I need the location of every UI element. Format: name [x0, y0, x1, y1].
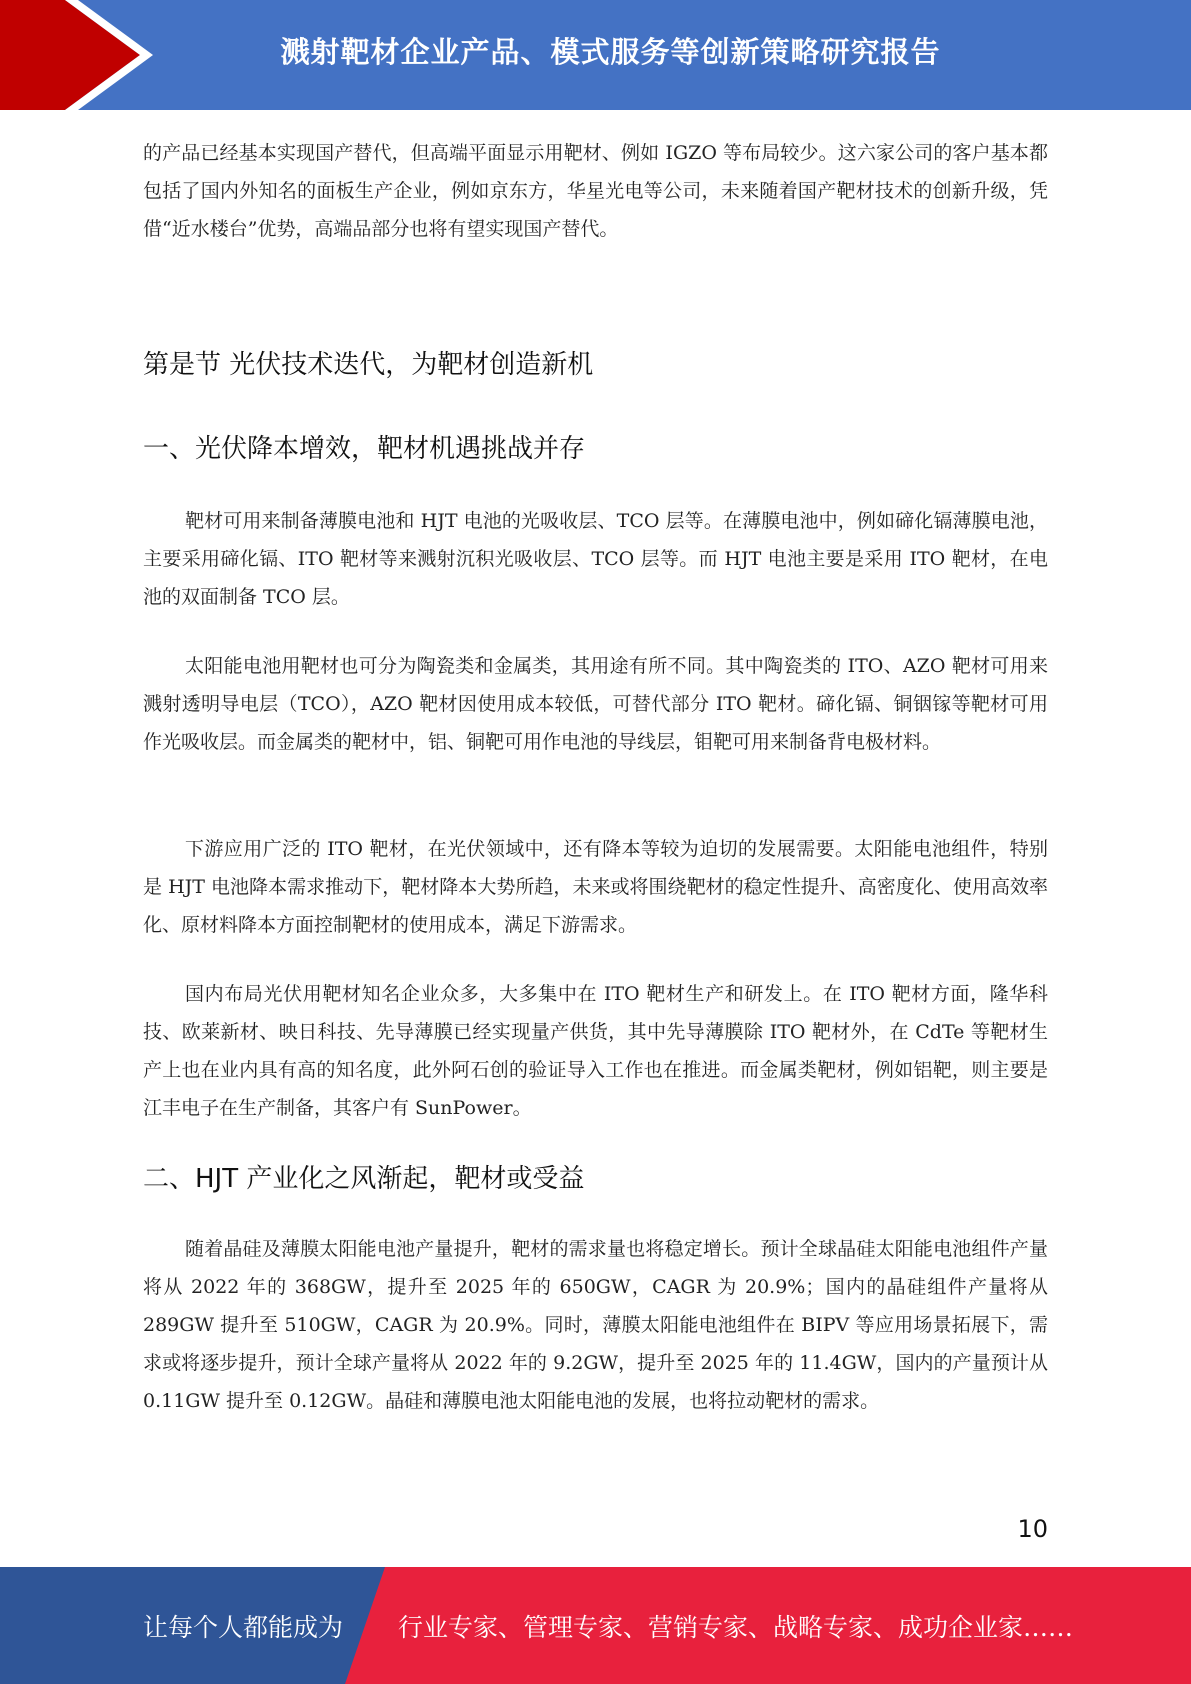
report-title: 溅射靶材企业产品、模式服务等创新策略研究报告	[280, 34, 941, 69]
intro-paragraph: 的产品已经基本实现国产替代，但高端平面显示用靶材、例如 IGZO 等布局较少。这六家公司的客户基本都包括了国内外知名的面板生产企业，例如京东方，华星光电等公司，未来随着国产靶材技术的创新升级，凭借“近水楼台”优势，高端品部分也将有望实现国产替代。	[143, 142, 1048, 240]
subsection-heading-2: 二、HJT 产业化之风渐起，靶材或受益	[143, 1164, 585, 1194]
header-arrow-graphic	[0, 0, 160, 110]
paragraph: 下游应用广泛的 ITO 靶材，在光伏领域中，还有降本等较为迫切的发展需要。太阳能电池组件，特别是 HJT 电池降本需求推动下，靶材降本大势所趋，未来或将围绕靶材的稳定性提升、高密度化、使用高效率化、原材料降本方面控制靶材的使用成本，满足下游需求。	[143, 838, 1048, 936]
subsection-heading-1: 一、光伏降本增效，靶材机遇挑战并存	[143, 434, 586, 464]
footer-slogan-right: 行业专家、管理专家、营销专家、战略专家、成功企业家……	[398, 1612, 1074, 1642]
page-header	[0, 0, 1191, 110]
page-footer	[0, 1567, 1191, 1684]
paragraph: 太阳能电池用靶材也可分为陶瓷类和金属类，其用途有所不同。其中陶瓷类的 ITO、AZO 靶材可用来溅射透明导电层（TCO），AZO 靶材因使用成本较低，可替代部分 ITO 靶材。碲化镉、铜铟镓等靶材可用作光吸收层。而金属类的靶材中，铝、铜靶可用作电池的导线层，钼靶可用来制备背电极材料。	[143, 655, 1048, 753]
paragraph: 国内布局光伏用靶材知名企业众多，大多集中在 ITO 靶材生产和研发上。在 ITO 靶材方面，隆华科技、欧莱新材、映日科技、先导薄膜已经实现量产供货，其中先导薄膜除 ITO 靶材外，在 CdTe 等靶材生产上也在业内具有高的知名度，此外阿石创的验证导入工作也在推进。而金属类靶材，例如铝靶，则主要是江丰电子在生产制备，其客户有 SunPower。	[143, 983, 1048, 1119]
paragraph: 随着晶硅及薄膜太阳能电池产量提升，靶材的需求量也将稳定增长。预计全球晶硅太阳能电池组件产量将从 2022 年的 368GW，提升至 2025 年的 650GW，CAGR 为 20.9%；国内的晶硅组件产量将从 289GW 提升至 510GW，CAGR 为 20.9%。同时，薄膜太阳能电池组件在 BIPV 等应用场景拓展下，需求或将逐步提升，预计全球产量将从 2022 年的 9.2GW，提升至 2025 年的 11.4GW，国内的产量预计从 0.11GW 提升至 0.12GW。晶硅和薄膜电池太阳能电池的发展，也将拉动靶材的需求。	[143, 1238, 1048, 1412]
page-number: 10	[1017, 1515, 1048, 1543]
paragraph: 靶材可用来制备薄膜电池和 HJT 电池的光吸收层、TCO 层等。在薄膜电池中，例如碲化镉薄膜电池，主要采用碲化镉、ITO 靶材等来溅射沉积光吸收层、TCO 层等。而 HJT 电池主要是采用 ITO 靶材，在电池的双面制备 TCO 层。	[143, 510, 1048, 608]
section-heading: 第是节 光伏技术迭代，为靶材创造新机	[143, 350, 594, 380]
footer-slogan-left: 让每个人都能成为	[143, 1612, 344, 1642]
